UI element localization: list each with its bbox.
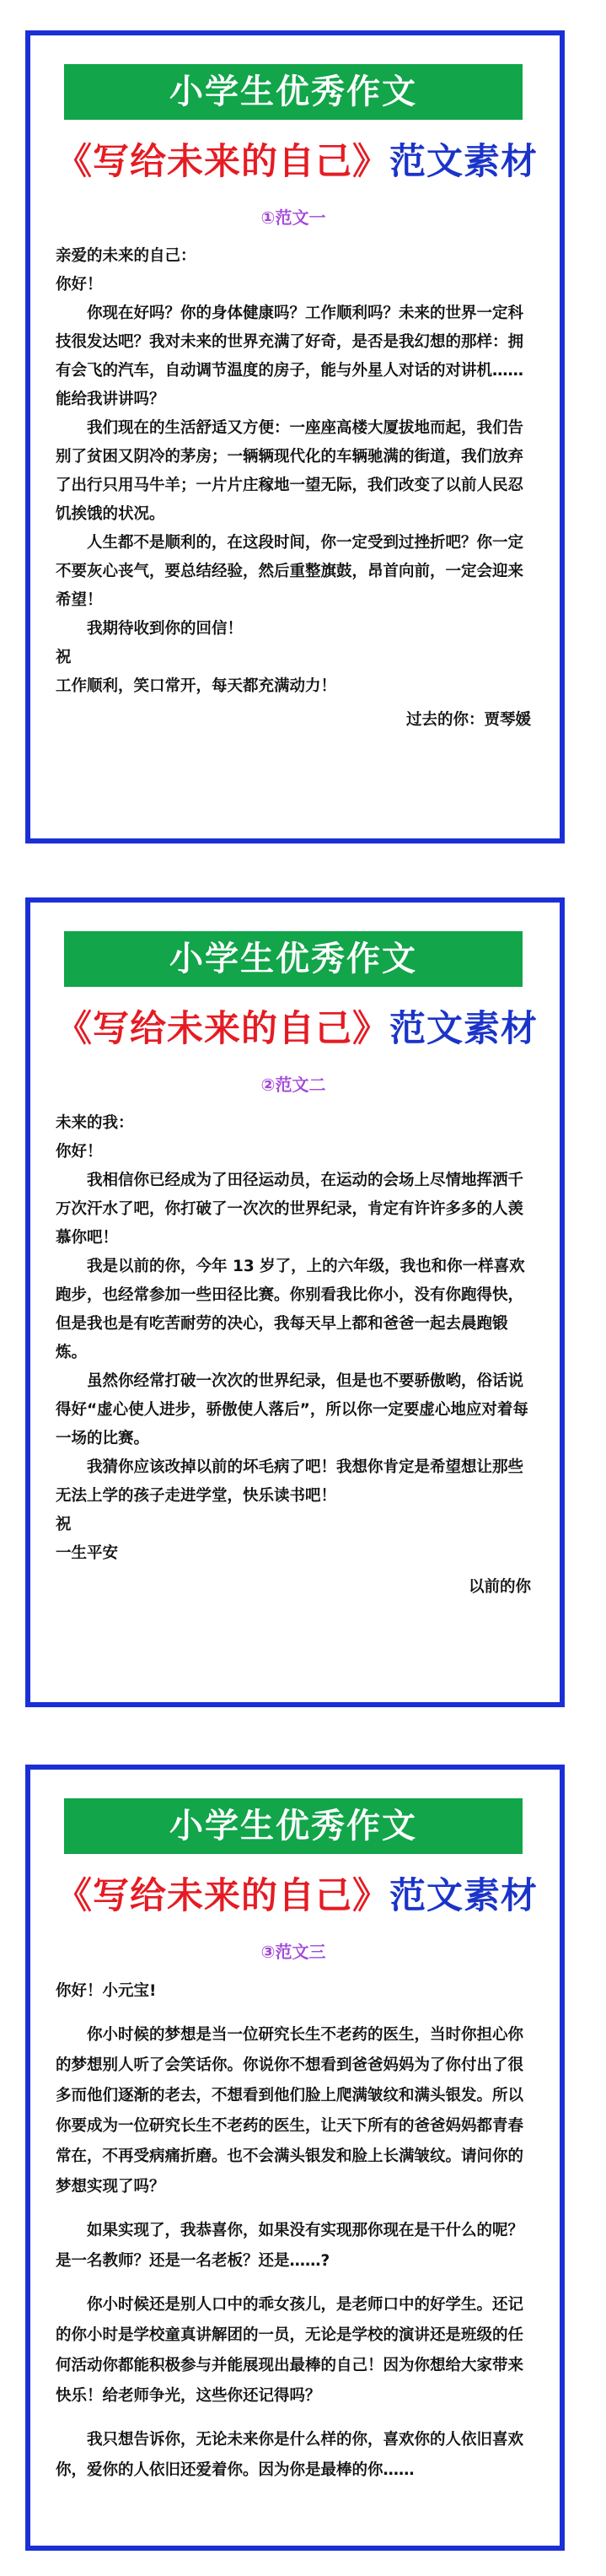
paragraph: 人生都不是顺利的，在这段时间，你一定受到过挫折吧？你一定不要灰心丧气，要总结经验，然后重整旗鼓，昂首向前，一定会迎来希望！: [56, 534, 524, 609]
hello: 你好！: [56, 1143, 103, 1161]
subtitle-red: 《写给未来的自己》: [56, 1008, 389, 1050]
banner-title: 小学生优秀作文: [64, 1798, 523, 1854]
paragraph: 你小时候的梦想是当一位研究长生不老药的医生，当时你担心你的梦想别人听了会笑话你。你说你不想看到爸爸妈妈为了你付出了很多而他们逐渐的老去，不想看到他们脸上爬满皱纹和满头银发。所以你要成为一位研究长生不老药的医生，让天下所有的爸爸妈妈都青春常在，不再受病痛折磨。也不会满头银发和脸上长满皱纹。请问你的梦想实现了吗？: [56, 2026, 524, 2196]
banner-title: 小学生优秀作文: [64, 931, 523, 987]
paragraph: 你现在好吗？你的身体健康吗？工作顺利吗？未来的世界一定科技很发达吧？我对未来的世界充满了好奇，是否是我幻想的那样：拥有会飞的汽车，自动调节温度的房子，能与外星人对话的对讲机……能给我讲讲吗？: [56, 304, 524, 408]
subtitle-blue: 范文素材: [389, 1008, 538, 1050]
greeting: 亲爱的未来的自己：: [56, 247, 196, 265]
subtitle-red: 《写给未来的自己》: [56, 141, 389, 183]
essay-body: [56, 242, 531, 735]
paragraph: 我是以前的你，今年 13 岁了，上的六年级，我也和你一样喜欢跑步，也经常参加一些田径比赛。你别看我比你小，没有你跑得快，但是我也是有吃苦耐劳的决心，我每天早上都和爸爸一起去晨跑锻炼。: [56, 1258, 525, 1361]
banner-title: 小学生优秀作文: [64, 64, 523, 120]
paragraph: 我期待收到你的回信！: [87, 620, 244, 638]
essay-card-2: [25, 897, 565, 1707]
wish: 祝: [56, 1516, 72, 1533]
subtitle-red: 《写给未来的自己》: [56, 1875, 389, 1917]
wish: 祝: [56, 649, 72, 666]
greeting: 未来的我：: [56, 1114, 134, 1132]
subtitle-blue: 范文素材: [389, 1875, 538, 1917]
paragraph: 我相信你已经成为了田径运动员，在运动的会场上尽情地挥洒千万次汗水了吧，你打破了一次次的世界纪录，肯定有许许多多的人羡慕你吧！: [56, 1172, 524, 1247]
signature: 以前的你: [468, 1578, 531, 1596]
essay-body: [56, 1976, 531, 2486]
paragraph: 如果实现了，我恭喜你，如果没有实现那你现在是干什么的呢？是一名教师？还是一名老板？还是……?: [56, 2222, 524, 2270]
essay-label: ②范文二: [260, 1075, 326, 1095]
essay-card-1: [25, 30, 565, 843]
essay-label: ①范文一: [260, 207, 326, 228]
essay-label: ③范文三: [260, 1942, 326, 1962]
paragraph: 我猜你应该改掉以前的坏毛病了吧！我想你肯定是希望想让那些无法上学的孩子走进学堂，快乐读书吧！: [56, 1458, 524, 1505]
subtitle: [56, 1005, 538, 1053]
essay-card-3: [25, 1765, 565, 2551]
paragraph: 虽然你经常打破一次次的世界纪录，但是也不要骄傲哟，俗话说得好“虚心使人进步，骄傲使人落后”，所以你一定要虚心地应对着每一场的比赛。: [56, 1372, 528, 1447]
hello: 你好！小元宝!: [56, 1982, 157, 2000]
wish-line: 一生平安: [56, 1544, 119, 1562]
subtitle-blue: 范文素材: [389, 141, 538, 183]
subtitle: [56, 138, 538, 186]
paragraph: 我们现在的生活舒适又方便：一座座高楼大厦拔地而起，我们告别了贫困又阴冷的茅房；一辆辆现代化的车辆驰满的街道，我们放弃了出行只用马牛羊；一片片庄稼地一望无际，我们改变了以前人民忍饥挨饿的状况。: [56, 419, 524, 523]
paragraph: 我只想告诉你，无论未来你是什么样的你，喜欢你的人依旧喜欢你，爱你的人依旧还爱着你。因为你是最棒的你……: [56, 2431, 524, 2479]
signature: 过去的你：贾琴媛: [405, 711, 531, 729]
essay-body: [56, 1109, 531, 1602]
paragraph: 你小时候还是别人口中的乖女孩儿，是老师口中的好学生。还记的你小时是学校童真讲解团的一员，无论是学校的演讲还是班级的任何活动你都能积极参与并能展现出最棒的自己！因为你想给大家带来快乐！给老师争光，这些你还记得吗？: [56, 2296, 524, 2405]
wish-line: 工作顺利，笑口常开，每天都充满动力！: [56, 677, 337, 695]
subtitle: [56, 1873, 538, 1920]
hello: 你好！: [56, 276, 103, 294]
